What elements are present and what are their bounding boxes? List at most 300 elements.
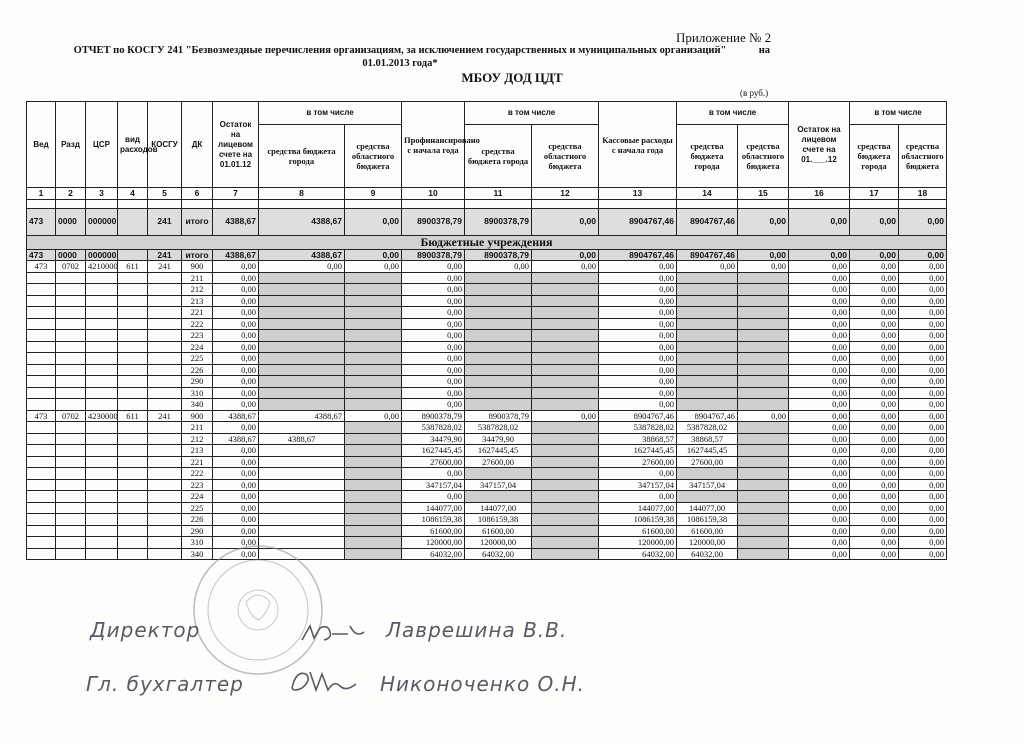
table-cell: [86, 341, 118, 353]
table-cell: 4388,67: [259, 433, 345, 445]
report-title-line2: 01.01.2013 года*: [362, 58, 438, 69]
table-cell: 4: [118, 188, 148, 200]
table-cell: 0,00: [850, 445, 899, 457]
total-row: [27, 208, 947, 235]
table-cell: 18: [899, 188, 947, 200]
table-cell: 64032,00: [599, 548, 677, 560]
table-cell: [677, 376, 738, 388]
table-cell: 0,00: [789, 537, 850, 549]
table-cell: [56, 491, 86, 503]
table-cell: 0,00: [345, 410, 402, 422]
table-cell: [532, 537, 599, 549]
table-cell: [27, 353, 56, 365]
table-cell: 120000,00: [402, 537, 465, 549]
table-cell: 473: [27, 410, 56, 422]
table-cell: 4388,67: [259, 208, 345, 235]
report-table: [26, 101, 947, 560]
table-cell: 0,00: [402, 364, 465, 376]
table-cell: 0,00: [213, 272, 259, 284]
table-cell: [56, 284, 86, 296]
table-cell: 4230000: [86, 410, 118, 422]
table-cell: [148, 284, 182, 296]
table-cell: [118, 341, 148, 353]
table-cell: 0,00: [850, 261, 899, 273]
table-cell: 226: [182, 364, 213, 376]
table-cell: [345, 353, 402, 365]
table-cell: 0,00: [850, 525, 899, 537]
table-cell: [148, 364, 182, 376]
table-cell: [118, 295, 148, 307]
table-cell: 64032,00: [402, 548, 465, 560]
table-cell: 0,00: [213, 525, 259, 537]
table-cell: [148, 525, 182, 537]
table-cell: [56, 341, 86, 353]
table-cell: [465, 468, 532, 480]
table-cell: [532, 272, 599, 284]
table-cell: 0,00: [789, 318, 850, 330]
table-cell: 241: [148, 410, 182, 422]
table-cell: [738, 307, 789, 319]
table-cell: 8904767,46: [599, 208, 677, 235]
table-cell: [27, 525, 56, 537]
table-cell: [86, 307, 118, 319]
table-cell: [148, 491, 182, 503]
table-cell: [738, 445, 789, 457]
table-cell: 211: [182, 272, 213, 284]
table-cell: 0,00: [789, 514, 850, 526]
table-cell: 0,00: [599, 330, 677, 342]
table-cell: [56, 525, 86, 537]
table-cell: 0,00: [899, 341, 947, 353]
table-cell: [259, 479, 345, 491]
table-cell: 8900378,79: [402, 410, 465, 422]
col-in-number-1: в том числе: [259, 102, 402, 125]
col-city-budget-3: средства бюджета города: [677, 125, 738, 188]
table-cell: 473: [27, 261, 56, 273]
table-cell: [86, 479, 118, 491]
table-cell: 0,00: [899, 514, 947, 526]
col-city-budget-2: средства бюджета города: [465, 125, 532, 188]
table-cell: [345, 284, 402, 296]
table-cell: [259, 525, 345, 537]
director-signature-icon: [298, 620, 368, 646]
table-cell: [677, 341, 738, 353]
table-cell: 223: [182, 330, 213, 342]
table-row: [27, 330, 947, 342]
table-cell: 0,00: [850, 399, 899, 411]
table-cell: 0,00: [899, 284, 947, 296]
table-cell: 8900378,79: [465, 410, 532, 422]
table-cell: [118, 525, 148, 537]
director-label: Директор: [90, 618, 201, 642]
column-numbers-row: [27, 188, 947, 200]
table-cell: 0,00: [789, 272, 850, 284]
table-cell: 1627445,45: [465, 445, 532, 457]
table-body: [27, 188, 947, 560]
table-cell: [118, 445, 148, 457]
table-cell: 900: [182, 261, 213, 273]
table-cell: [86, 330, 118, 342]
table-cell: [56, 330, 86, 342]
col-regional-budget-4: средства областного бюджета: [899, 125, 947, 188]
table-cell: 4388,67: [259, 249, 345, 261]
table-cell: 0,00: [899, 445, 947, 457]
report-title: [30, 44, 770, 70]
table-cell: [56, 548, 86, 560]
table-cell: [532, 387, 599, 399]
table-cell: 290: [182, 525, 213, 537]
table-row: [27, 272, 947, 284]
table-cell: [56, 295, 86, 307]
table-cell: 0,00: [213, 376, 259, 388]
section-title: Бюджетные учреждения: [27, 235, 947, 249]
table-row: [27, 318, 947, 330]
table-cell: [532, 199, 599, 208]
table-cell: [148, 399, 182, 411]
table-cell: [465, 318, 532, 330]
table-cell: 1627445,45: [677, 445, 738, 457]
table-cell: 14: [677, 188, 738, 200]
table-row: [27, 468, 947, 480]
table-cell: [56, 364, 86, 376]
table-cell: [148, 502, 182, 514]
col-ved: Вед: [27, 102, 56, 188]
table-cell: 0,00: [402, 318, 465, 330]
table-row: [27, 284, 947, 296]
table-cell: 1086159,38: [599, 514, 677, 526]
table-cell: [259, 445, 345, 457]
table-cell: [345, 399, 402, 411]
table-cell: 0,00: [850, 422, 899, 434]
table-row: [27, 376, 947, 388]
table-cell: 5387828,02: [677, 422, 738, 434]
table-cell: 0,00: [402, 387, 465, 399]
table-cell: [259, 376, 345, 388]
table-cell: [86, 445, 118, 457]
table-cell: [86, 456, 118, 468]
table-cell: 0,00: [345, 208, 402, 235]
table-cell: [345, 491, 402, 503]
table-row: [27, 387, 947, 399]
table-cell: 27600,00: [465, 456, 532, 468]
table-cell: 0,00: [850, 249, 899, 261]
table-cell: 34479,90: [402, 433, 465, 445]
table-cell: [738, 491, 789, 503]
table-cell: [148, 376, 182, 388]
table-cell: 340: [182, 399, 213, 411]
table-cell: 0,00: [899, 456, 947, 468]
table-cell: [532, 307, 599, 319]
table-cell: 0,00: [850, 376, 899, 388]
table-cell: 5387828,02: [465, 422, 532, 434]
table-cell: 0,00: [850, 272, 899, 284]
table-cell: [27, 341, 56, 353]
table-cell: 0,00: [789, 364, 850, 376]
table-cell: 0,00: [789, 548, 850, 560]
table-cell: [56, 479, 86, 491]
table-cell: [118, 318, 148, 330]
table-cell: 61600,00: [677, 525, 738, 537]
table-cell: [465, 491, 532, 503]
table-cell: 340: [182, 548, 213, 560]
table-cell: [118, 353, 148, 365]
table-cell: [27, 502, 56, 514]
table-cell: [56, 445, 86, 457]
table-cell: 9: [345, 188, 402, 200]
table-cell: [850, 199, 899, 208]
table-cell: [465, 364, 532, 376]
table-cell: 0,00: [899, 537, 947, 549]
table-cell: [465, 387, 532, 399]
table-cell: 0,00: [899, 353, 947, 365]
table-cell: 0,00: [599, 353, 677, 365]
table-cell: [259, 491, 345, 503]
seal-stamp-icon: [188, 540, 328, 680]
table-cell: итого: [182, 208, 213, 235]
table-row: [27, 353, 947, 365]
table-cell: 0,00: [213, 502, 259, 514]
table-cell: [532, 376, 599, 388]
table-cell: [148, 479, 182, 491]
table-cell: [56, 307, 86, 319]
table-cell: [56, 502, 86, 514]
table-cell: [259, 330, 345, 342]
table-cell: 0,00: [599, 376, 677, 388]
table-cell: 2: [56, 188, 86, 200]
table-cell: 1627445,45: [402, 445, 465, 457]
table-cell: [259, 272, 345, 284]
table-cell: 0,00: [899, 387, 947, 399]
table-cell: 120000,00: [677, 537, 738, 549]
table-cell: 61600,00: [465, 525, 532, 537]
table-cell: 221: [182, 307, 213, 319]
table-row: [27, 364, 947, 376]
table-cell: [27, 272, 56, 284]
appendix-label: Приложение № 2: [676, 30, 772, 45]
table-cell: [677, 307, 738, 319]
table-cell: [56, 199, 86, 208]
table-cell: 1627445,45: [599, 445, 677, 457]
table-cell: 0,00: [599, 491, 677, 503]
table-cell: 5387828,02: [402, 422, 465, 434]
table-cell: 34479,90: [465, 433, 532, 445]
table-cell: 8: [259, 188, 345, 200]
table-cell: 38868,57: [677, 433, 738, 445]
table-cell: 0,00: [850, 548, 899, 560]
table-cell: 0,00: [213, 422, 259, 434]
table-cell: 1: [27, 188, 56, 200]
accountant-signature-icon: [286, 662, 364, 698]
table-cell: [86, 537, 118, 549]
table-row: [27, 445, 947, 457]
table-cell: [148, 199, 182, 208]
table-cell: [738, 468, 789, 480]
table-cell: [118, 548, 148, 560]
table-cell: 0,00: [899, 399, 947, 411]
table-cell: [86, 284, 118, 296]
table-cell: [259, 387, 345, 399]
table-cell: 8904767,46: [599, 410, 677, 422]
table-cell: 0,00: [789, 456, 850, 468]
table-cell: 0,00: [850, 491, 899, 503]
col-city-budget-4: средства бюджета города: [850, 125, 899, 188]
table-cell: 0,00: [213, 341, 259, 353]
table-cell: [27, 318, 56, 330]
table-cell: 3: [86, 188, 118, 200]
table-cell: 0,00: [789, 353, 850, 365]
table-cell: 0,00: [259, 261, 345, 273]
table-cell: [148, 422, 182, 434]
table-cell: [345, 445, 402, 457]
table-cell: [532, 433, 599, 445]
table-cell: 0,00: [850, 514, 899, 526]
table-cell: 4388,67: [213, 249, 259, 261]
table-cell: 0,00: [213, 284, 259, 296]
table-cell: [118, 491, 148, 503]
table-cell: [118, 249, 148, 261]
table-cell: 225: [182, 502, 213, 514]
table-cell: [345, 537, 402, 549]
table-cell: 0,00: [789, 295, 850, 307]
table-cell: [677, 318, 738, 330]
table-cell: [56, 422, 86, 434]
table-cell: [345, 502, 402, 514]
table-cell: 16: [789, 188, 850, 200]
table-cell: 144077,00: [677, 502, 738, 514]
table-cell: [259, 284, 345, 296]
section-title-row: [27, 235, 947, 249]
table-cell: [148, 387, 182, 399]
table-cell: [118, 330, 148, 342]
table-cell: [532, 364, 599, 376]
table-cell: [27, 307, 56, 319]
table-cell: [27, 445, 56, 457]
table-cell: [86, 422, 118, 434]
table-cell: [738, 284, 789, 296]
table-cell: 0,00: [789, 387, 850, 399]
table-cell: [738, 433, 789, 445]
table-cell: 0,00: [789, 284, 850, 296]
table-cell: 0,00: [789, 376, 850, 388]
table-cell: 0,00: [850, 307, 899, 319]
col-cash-expenses: Кассовые расходы с начала года: [599, 102, 677, 188]
table-cell: 0,00: [402, 284, 465, 296]
table-cell: 0,00: [789, 525, 850, 537]
table-cell: [148, 353, 182, 365]
table-cell: 0000: [56, 249, 86, 261]
table-cell: [259, 502, 345, 514]
col-in-number-4: в том числе: [850, 102, 947, 125]
table-cell: 13: [599, 188, 677, 200]
table-cell: [532, 445, 599, 457]
table-cell: [118, 514, 148, 526]
table-cell: 64032,00: [677, 548, 738, 560]
table-cell: [148, 318, 182, 330]
org-name: МБОУ ДОД ЦДТ: [461, 70, 563, 85]
table-cell: 0,00: [599, 284, 677, 296]
table-cell: 0,00: [899, 479, 947, 491]
table-cell: [27, 295, 56, 307]
table-cell: 213: [182, 445, 213, 457]
table-cell: 0,00: [850, 410, 899, 422]
table-cell: [738, 199, 789, 208]
director-name: Лаврешина В.В.: [386, 618, 568, 642]
table-cell: 0,00: [789, 422, 850, 434]
table-cell: [86, 353, 118, 365]
col-vid: вид расходов: [118, 102, 148, 188]
table-cell: 241: [148, 261, 182, 273]
table-cell: 27600,00: [599, 456, 677, 468]
table-cell: [86, 468, 118, 480]
table-cell: [118, 376, 148, 388]
table-cell: [345, 433, 402, 445]
table-cell: 8900378,79: [465, 208, 532, 235]
table-cell: [86, 199, 118, 208]
table-cell: [118, 387, 148, 399]
table-cell: [27, 364, 56, 376]
col-kosgu: КОСГУ: [148, 102, 182, 188]
table-row: [27, 514, 947, 526]
table-cell: [465, 376, 532, 388]
table-cell: [56, 272, 86, 284]
table-cell: 0,00: [738, 249, 789, 261]
table-cell: 0,00: [899, 525, 947, 537]
table-cell: [213, 199, 259, 208]
table-cell: 6: [182, 188, 213, 200]
table-cell: [86, 502, 118, 514]
table-cell: 0,00: [738, 208, 789, 235]
col-ostatok-end: Остаток на лицевом счете на 01.___.12: [789, 102, 850, 188]
table-cell: 0,00: [899, 249, 947, 261]
table-cell: [27, 422, 56, 434]
table-cell: 347157,04: [465, 479, 532, 491]
table-cell: [118, 537, 148, 549]
table-cell: [677, 399, 738, 411]
col-regional-budget-1: средства областного бюджета: [345, 125, 402, 188]
table-cell: 0,00: [599, 307, 677, 319]
table-cell: 0,00: [899, 433, 947, 445]
table-cell: 347157,04: [677, 479, 738, 491]
table-cell: 5387828,02: [599, 422, 677, 434]
table-cell: [56, 376, 86, 388]
table-cell: [738, 376, 789, 388]
table-cell: 4388,67: [213, 208, 259, 235]
table-cell: [345, 479, 402, 491]
table-cell: 0,00: [850, 341, 899, 353]
table-cell: [56, 514, 86, 526]
table-cell: [27, 514, 56, 526]
table-cell: 0,00: [850, 537, 899, 549]
table-cell: [148, 272, 182, 284]
table-cell: 8900378,79: [402, 208, 465, 235]
report-title-line1: ОТЧЕТ по КОСГУ 241 "Безвозмездные перечисления организациям, за исключением государственных и муниципальных организаций": [73, 45, 727, 56]
table-cell: [738, 537, 789, 549]
table-cell: 4210000: [86, 261, 118, 273]
table-cell: 0,00: [465, 261, 532, 273]
table-cell: 0,00: [532, 249, 599, 261]
table-cell: [738, 330, 789, 342]
table-cell: 0,00: [599, 341, 677, 353]
table-cell: [86, 387, 118, 399]
table-cell: 0,00: [599, 387, 677, 399]
table-cell: [345, 387, 402, 399]
group1-head-row: [27, 261, 947, 273]
table-cell: 11: [465, 188, 532, 200]
table-cell: 221: [182, 456, 213, 468]
table-cell: 0,00: [899, 410, 947, 422]
table-cell: 0,00: [213, 479, 259, 491]
table-cell: [259, 456, 345, 468]
